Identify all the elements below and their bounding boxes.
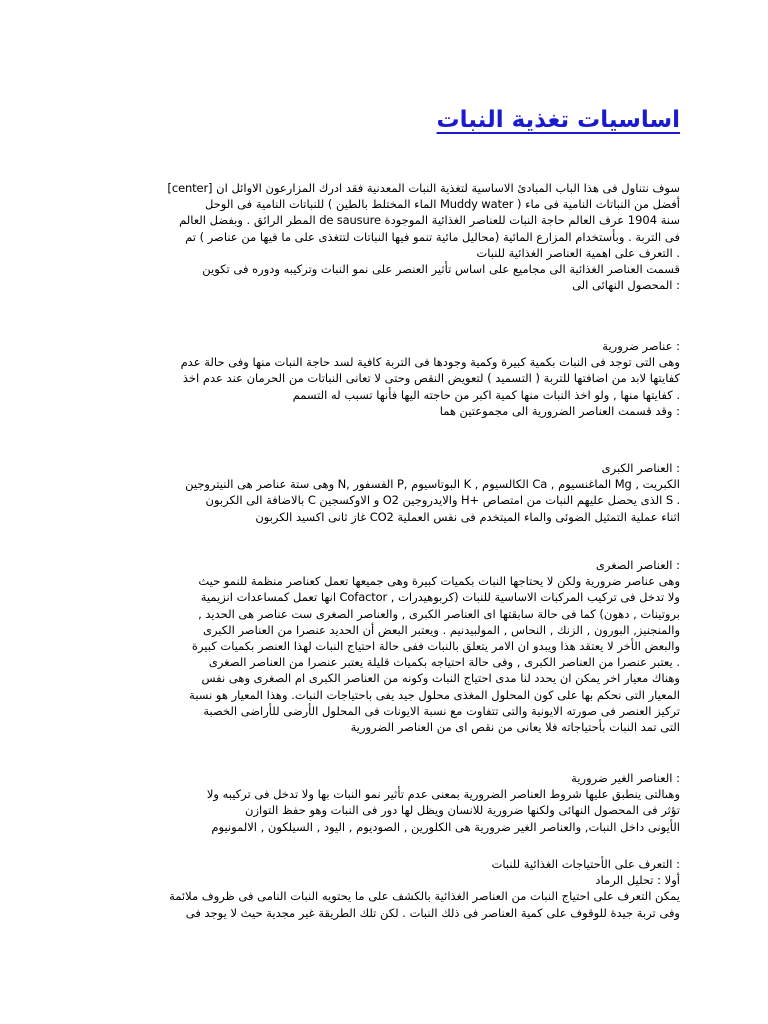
paragraph-line: يمكن التعرف على احتياج النبات من العناصر الغذائية بالكشف على ما يحتويه النبات النامى فى ظروف ملائمة [169, 889, 680, 904]
paragraph-line: سوف نتناول فى هذا الباب المبادئ الاساسية لتغذية النبات المعدنية فقد ادرك المزارعون الاوائل ان [center] [167, 181, 680, 195]
paragraph-line: قسمت العناصر الغذائية الى مجاميع على اساس تأثير العنصر على نمو النبات وتركيبه ودوره فى تكوين [202, 262, 680, 277]
paragraph-line: تؤثر فى المحصول النهائى ولكنها ضرورية للانسان ويظل لها دور فى النبات وهو حفظ التوازن [245, 803, 680, 818]
section-heading: : العناصر الصغرى [595, 558, 680, 572]
paragraph-line: كفايتها لابد من اضافتها للتربة ( التسميد ) لتعويض النقص وحتى لا تعانى النباتات من الحرمان عند عدم اخذ [182, 371, 680, 386]
section-macro-elements [100, 460, 680, 525]
section-intro [100, 180, 680, 293]
section-nutrient-needs [100, 856, 680, 921]
page-title[interactable]: اساسيات تغذية النبات [436, 107, 680, 133]
section-essential [100, 338, 680, 419]
section-non-essential [100, 770, 680, 835]
paragraph-line: : المحصول النهائى الى [572, 278, 680, 293]
paragraph-line: وفى تربة جيدة للوقوف على كمية العناصر فى ذلك النبات . لكن تلك الطريقة غير مجدية حيث لا يوجد فى [185, 905, 680, 920]
paragraph-line: وهىالتى ينطبق عليها شروط العناصر الضرورية بمعنى عدم تأثير نمو النبات بها ولا تدخل فى تركيبه ولا [206, 787, 680, 802]
paragraph-line: . S الذى يحصل عليهم النبات من امتصاص +H والايدروجين O2 و الاوكسجين C بالاضافة الى الكربون [205, 493, 680, 508]
paragraph-line: وهناك معيار اخر يمكن ان يحدد لنا مدى احتياج النبات وكونه من العناصر الكبرى ام الصغرى وهى نفس [201, 671, 680, 686]
paragraph-line: وهى عناصر ضرورية ولكن لا يحتاجها النبات بكميات كبيرة وهى جميعها تعمل كعناصر منظمة للنمو حيث [198, 574, 680, 589]
section-heading: : العناصر الكبرى [601, 461, 680, 475]
paragraph-line: التى تمد النبات بأحتياجاته فلا يعانى من نقص اى من العناصر الضرورية [350, 720, 680, 735]
paragraph-line: والبعض الأخر لا يعتقد هذا ويبدو ان الامر يتعلق بالنبات ففى حالة احتياج النبات لهذا العنصر بكميات كبيرة [191, 639, 680, 654]
paragraph-line: اثناء عملية التمثيل الضوئى والماء الميتخدم فى نفس العملية CO2 غاز ثانى اكسيد الكربون [255, 509, 680, 524]
section-heading: : التعرف على الأحتياجات الغذائية للنبات [491, 857, 680, 871]
paragraph-line: وهى التى توجد فى النبات بكمية كبيرة وكمية وجودها فى التربة كافية لسد حاجة النبات منها وفى حالة عدم [180, 355, 680, 370]
paragraph-line: : وقد قسمت العناصر الضرورية الى مجموعتين هما [439, 403, 680, 418]
paragraph-line: . التعرف على اهمية العناصر الغذائية للنبات [476, 245, 680, 260]
paragraph-line: بروتينات , دهون) كما فى حالة سابقتها اى العناصر الكبرى , والعناصر الصغرى ست عناصر هى الحديد , [198, 606, 680, 621]
subsection-heading: أولا : تحليل الرماد [595, 873, 680, 888]
paragraph-line: والمنجنيز, البورون , الزنك , النحاس , المولبيدنيم . ويعتبر البعض أن الحديد عنصرا من العناصر الكبرى [202, 622, 680, 637]
section-heading: : العناصر الغير ضرورية [571, 771, 680, 785]
paragraph-line: تركيز العنصر فى صورته الايونية والتى تتفاوت مع نسبة الايونات فى المحلول الأرضى للأراضى الخصبة [203, 703, 680, 718]
paragraph-line: . يعتبر عنصرا من العناصر الكبرى , وفى حالة احتياجه بكميات قليلة يعتبر عنصرا من العناصر الصغرى [208, 655, 680, 670]
section-micro-elements [100, 557, 680, 735]
paragraph-line: . كفايتها منها , ولو اخذ النبات منها كمية اكبر من حاجته اليها فأنها تسبب له التسمم [292, 387, 680, 402]
section-heading: : عناصر ضرورية [602, 339, 680, 353]
paragraph-line: الكبريت , Mg الماغنسيوم , Ca الكالسيوم , K البوتاسيوم ,P الفسفور ,N وهى ستة عناصر هى النيتروجين [185, 477, 680, 492]
paragraph-line: أفضل من النباتات النامية فى ماء ( Muddy water الماء المختلط بالطين ) للنباتات النامية فى الوحل [204, 197, 680, 212]
paragraph-line: سنة 1904 عرف العالم حاجة النبات للعناصر الغذائية الموجودة de sausure المطر الرائق . وبفضل العالم [179, 213, 680, 228]
paragraph-line: ولا تدخل فى تركيب المركبات الاساسية للنبات (كربوهيدرات , Cofactor انها تعمل كمساعدات انزيمية [200, 590, 680, 605]
paragraph-line: المعيار التى نحكم بها على كون المحلول المغذى محلول جيد يفى باحتياجات النبات. وهذا المعيار هو نسبة [189, 687, 680, 702]
paragraph-line: الأيونى داخل النبات, والعناصر الغير ضرورية هى الكلورين , الصوديوم , اليود , السيلكون , الالمونيوم [211, 819, 680, 834]
paragraph-line: فى التربة . وبأستخدام المزارع المائية (محاليل مائية تنمو فيها النباتات لتتغذى على ما فيها من عناصر ) تم [185, 229, 680, 244]
